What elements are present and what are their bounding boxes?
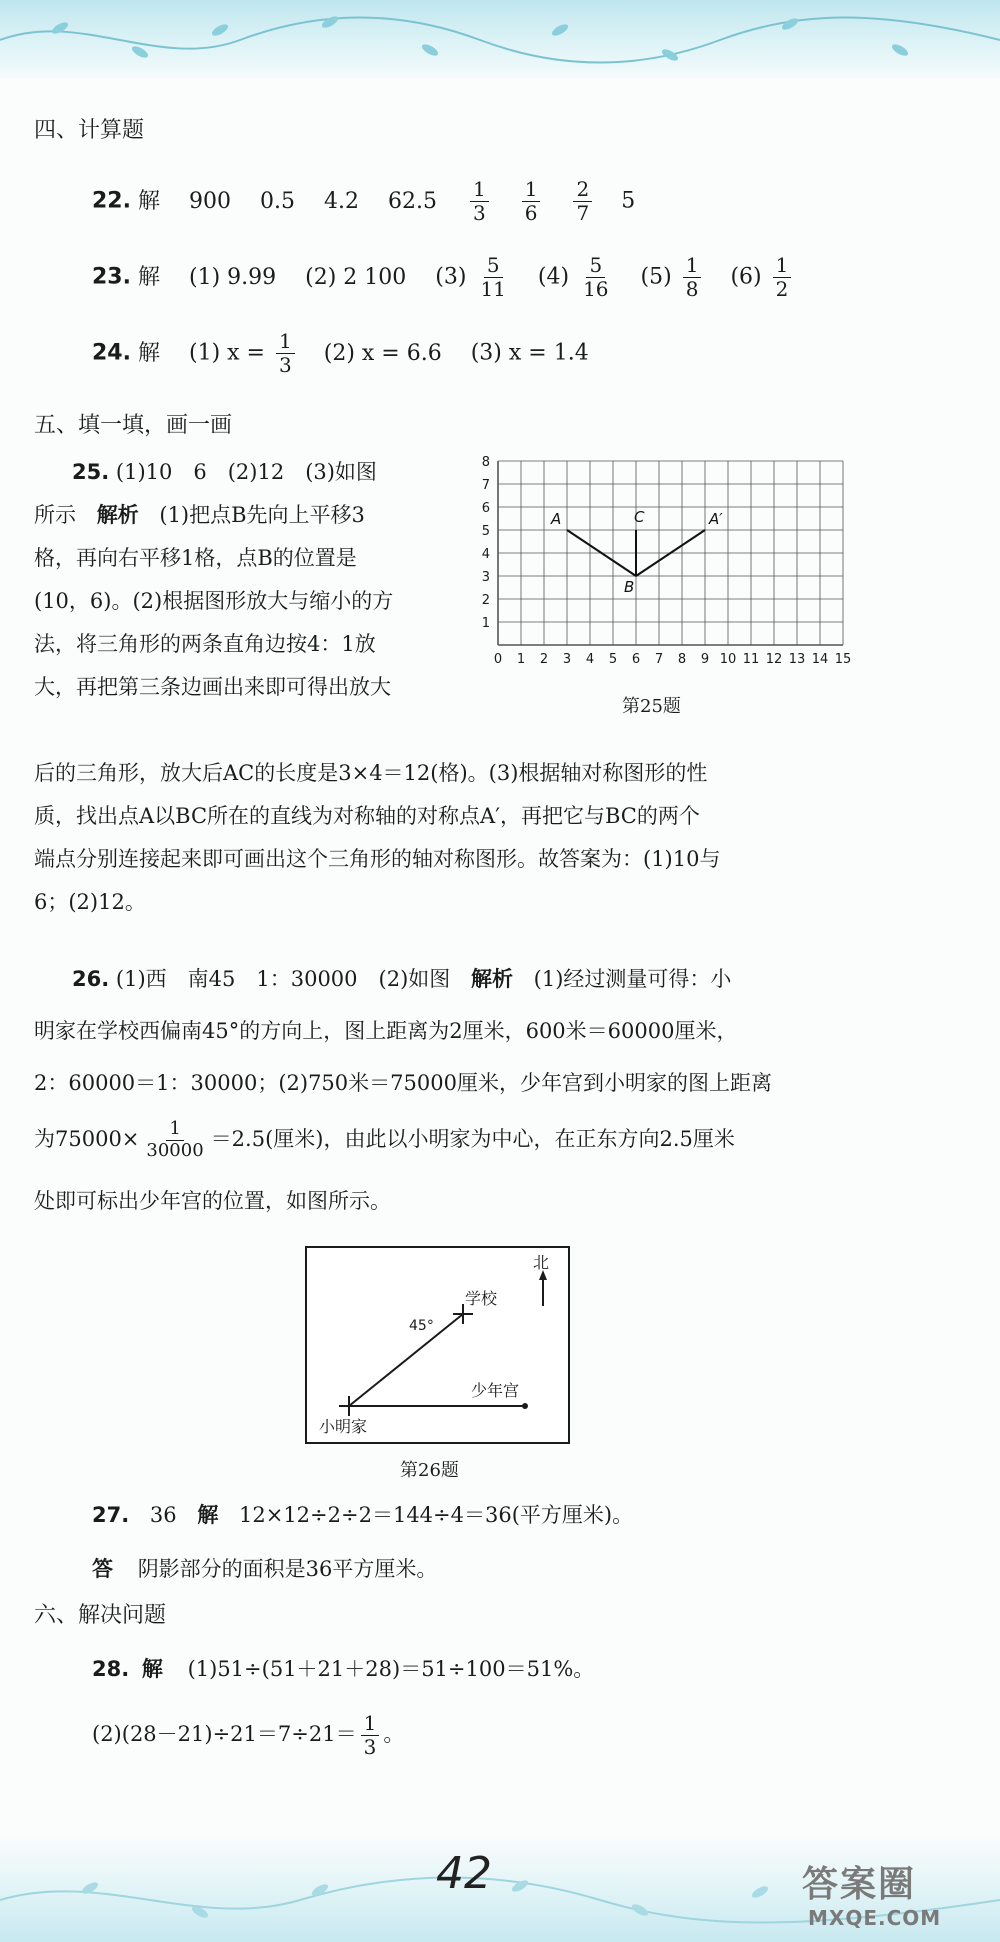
answer-fraction: $\frac{5}{11}$ bbox=[480, 253, 506, 301]
jie-label: 解 bbox=[137, 264, 160, 290]
x-tick-label: 11 bbox=[742, 652, 760, 667]
point-label: A bbox=[551, 510, 562, 528]
school-label: 学校 bbox=[465, 1289, 498, 1308]
analysis-label: 解析 bbox=[96, 503, 139, 527]
answer-part: (1) 9.99 bbox=[189, 264, 277, 290]
palace-point bbox=[522, 1403, 528, 1409]
answer-part: (4) bbox=[537, 264, 570, 290]
q26-line5: 处即可标出少年宫的位置，如图所示。 bbox=[34, 1189, 391, 1213]
answer-text: 所示 bbox=[34, 503, 76, 527]
jie-label: 解 bbox=[137, 188, 160, 214]
point-label: C bbox=[634, 508, 645, 526]
da-label: 答 bbox=[92, 1557, 113, 1581]
q25-line3: 格，再向右平移1格，点B的位置是 bbox=[34, 546, 357, 570]
y-tick-label: 4 bbox=[481, 547, 490, 562]
question-number: 27. bbox=[92, 1503, 130, 1527]
q25-line5: 法，将三角形的两条直角边按4：1放 bbox=[34, 632, 376, 656]
answer-value: 62.5 bbox=[388, 188, 437, 214]
coordinate-grid-chart bbox=[470, 440, 860, 680]
answer-part: (2) x = 6.6 bbox=[323, 340, 442, 366]
x-tick-label: 7 bbox=[654, 652, 664, 667]
y-tick-label: 6 bbox=[481, 501, 490, 516]
y-tick-label: 2 bbox=[481, 593, 490, 608]
q25-line4: (10，6)。(2)根据图形放大与缩小的方 bbox=[34, 589, 394, 613]
palace-label: 少年宫 bbox=[471, 1381, 520, 1400]
answer-part: (6) bbox=[730, 264, 762, 290]
y-tick-label: 5 bbox=[481, 524, 490, 539]
answer-text: (1)10 6 (2)12 (3)如图 bbox=[115, 460, 377, 484]
answer-fraction: $\frac{1}{3}$ bbox=[470, 178, 489, 225]
answer-fraction: $\frac{2}{7}$ bbox=[573, 178, 592, 225]
q25-line9: 端点分别连接起来即可画出这个三角形的轴对称图形。故答案为：(1)10与 bbox=[34, 847, 721, 871]
answer-value: 4.2 bbox=[324, 188, 359, 214]
q27-line1 bbox=[92, 1494, 633, 1537]
answer-text: 阴影部分的面积是36平方厘米。 bbox=[137, 1557, 438, 1581]
q25-line7: 后的三角形，放大后AC的长度是3×4＝12(格)。(3)根据轴对称图形的性 bbox=[34, 761, 708, 785]
q25-line1 bbox=[72, 451, 377, 494]
x-tick-label: 3 bbox=[562, 652, 572, 667]
answer-text: ＝2.5(厘米)，由此以小明家为中心，在正东方向2.5厘米 bbox=[210, 1127, 735, 1151]
answer-text: 为75000× bbox=[34, 1127, 140, 1151]
jie-label: 解 bbox=[137, 340, 160, 366]
q25-line8: 质，找出点A以BC所在的直线为对称轴的对称点A′，再把它与BC的两个 bbox=[34, 804, 700, 828]
answer-part: (2) 2 100 bbox=[305, 264, 407, 290]
answer-fraction: $\frac{1}{30000}$ bbox=[146, 1118, 204, 1161]
map-frame bbox=[306, 1247, 569, 1443]
q28-line1 bbox=[92, 1648, 594, 1691]
x-tick-label: 2 bbox=[539, 652, 549, 667]
answer-part: (1) x = bbox=[189, 340, 265, 366]
answer-part: (3) x = 1.4 bbox=[470, 340, 589, 366]
answer-text: 12×12÷2÷2＝144÷4＝36(平方厘米)。 bbox=[239, 1503, 634, 1527]
x-tick-label: 0 bbox=[493, 652, 503, 667]
question-24 bbox=[92, 330, 589, 377]
watermark-logo: 答案圈 bbox=[802, 1864, 917, 1905]
question-number: 26. bbox=[72, 967, 110, 991]
question-number: 22. bbox=[92, 188, 131, 214]
point-label: B bbox=[624, 578, 635, 596]
x-tick-label: 9 bbox=[700, 652, 710, 667]
question-number: 25. bbox=[72, 460, 110, 484]
answer-value: 900 bbox=[189, 188, 231, 214]
q28-line2 bbox=[92, 1712, 404, 1759]
x-tick-label: 4 bbox=[585, 652, 595, 667]
answer-part: (5) bbox=[640, 264, 672, 290]
watermark-url: MXQE.COM bbox=[808, 1906, 942, 1930]
top-vine-decoration bbox=[0, 0, 1000, 78]
y-tick-label: 3 bbox=[481, 570, 490, 585]
q26-line3: 2：60000＝1：30000；(2)750米＝75000厘米，少年宫到小明家的图上距离 bbox=[34, 1071, 772, 1095]
answer-value: 5 bbox=[621, 188, 636, 214]
section-title-4: 四、计算题 bbox=[34, 118, 145, 143]
x-tick-label: 8 bbox=[677, 652, 687, 667]
x-tick-label: 6 bbox=[631, 652, 641, 667]
answer-text: (1)51÷(51＋21＋28)＝51÷100＝51%。 bbox=[187, 1657, 595, 1681]
home-label: 小明家 bbox=[319, 1417, 368, 1436]
x-tick-label: 5 bbox=[608, 652, 618, 667]
q26-line4 bbox=[34, 1118, 735, 1162]
answer-text: 。 bbox=[383, 1722, 405, 1746]
answer-text: (1)经过测量可得：小 bbox=[533, 967, 732, 991]
north-label: 北 bbox=[533, 1253, 550, 1272]
answer-fraction: $\frac{5}{16}$ bbox=[583, 253, 609, 301]
direction-map-diagram bbox=[305, 1246, 570, 1446]
angle-label: 45° bbox=[409, 1318, 434, 1334]
question-number: 28. bbox=[92, 1657, 130, 1681]
answer-value: 36 bbox=[149, 1503, 177, 1527]
figure-caption-25: 第25题 bbox=[622, 696, 681, 717]
x-tick-label: 13 bbox=[788, 652, 806, 667]
x-tick-label: 12 bbox=[765, 652, 783, 667]
analysis-label: 解析 bbox=[470, 967, 513, 991]
answer-fraction: $\frac{1}{8}$ bbox=[683, 254, 702, 301]
answer-fraction: $\frac{1}{6}$ bbox=[522, 178, 541, 225]
x-tick-label: 1 bbox=[516, 652, 526, 667]
q25-line6: 大，再把第三条边画出来即可得出放大 bbox=[34, 675, 391, 699]
question-22 bbox=[92, 178, 635, 225]
q26-line2: 明家在学校西偏南45°的方向上，图上距离为2厘米，600米＝60000厘米， bbox=[34, 1019, 738, 1043]
question-number: 24. bbox=[92, 340, 131, 366]
question-number: 23. bbox=[92, 264, 131, 290]
q26-line1 bbox=[72, 958, 731, 1001]
page-number: 42 bbox=[436, 1848, 492, 1899]
x-tick-label: 14 bbox=[811, 652, 829, 667]
x-tick-label: 15 bbox=[834, 652, 852, 667]
answer-fraction: $\frac{1}{3}$ bbox=[361, 1712, 380, 1759]
q25-line10: 6；(2)12。 bbox=[34, 890, 146, 914]
figure-caption-26: 第26题 bbox=[400, 1460, 459, 1481]
section-title-5: 五、填一填，画一画 bbox=[34, 413, 233, 438]
answer-text: (1)西 南45 1：30000 (2)如图 bbox=[115, 967, 451, 991]
answer-text: (1)把点B先向上平移3 bbox=[159, 503, 365, 527]
answer-text: (2)(28－21)÷21＝7÷21＝ bbox=[92, 1722, 357, 1746]
q27-line2 bbox=[92, 1548, 437, 1591]
answer-fraction: $\frac{1}{2}$ bbox=[773, 254, 792, 301]
x-tick-label: 10 bbox=[719, 652, 737, 667]
answer-fraction: $\frac{1}{3}$ bbox=[276, 330, 295, 377]
jie-label: 解 bbox=[197, 1503, 219, 1527]
jie-label: 解 bbox=[141, 1657, 163, 1681]
y-tick-label: 8 bbox=[481, 455, 490, 470]
answer-part: (3) bbox=[435, 264, 467, 290]
answer-value: 0.5 bbox=[260, 188, 295, 214]
section-title-6: 六、解决问题 bbox=[34, 1603, 167, 1628]
question-23 bbox=[92, 254, 795, 301]
y-tick-label: 1 bbox=[481, 616, 490, 631]
y-tick-label: 7 bbox=[481, 478, 490, 493]
q25-line2 bbox=[34, 494, 365, 537]
point-label: A′ bbox=[709, 510, 723, 528]
